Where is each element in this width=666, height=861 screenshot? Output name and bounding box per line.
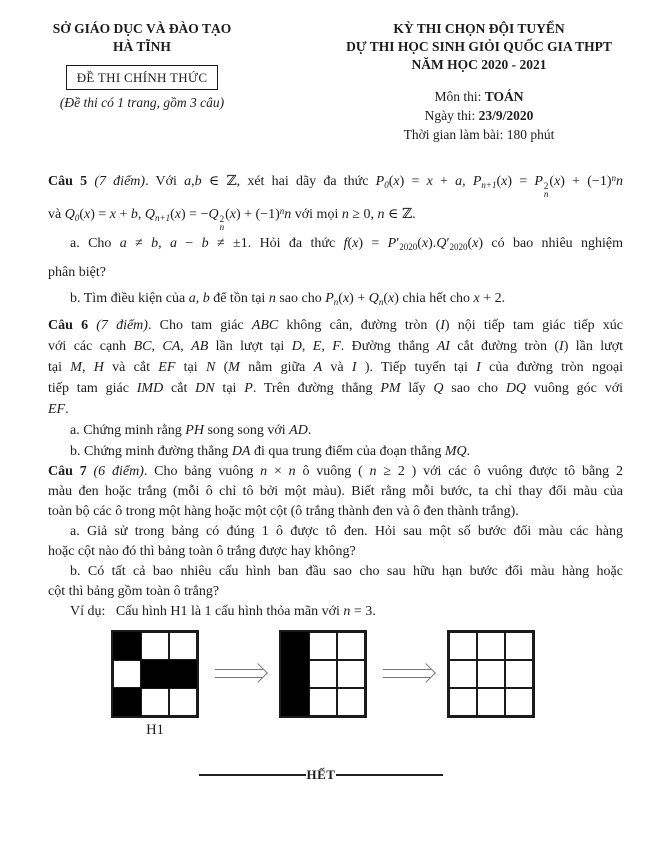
text-segment: PM [380, 381, 401, 396]
text-segment: x [472, 236, 479, 251]
text-segment: = 3. [350, 604, 376, 619]
text-line [48, 399, 623, 420]
text-segment: ). [428, 236, 437, 251]
text-segment: x [352, 236, 359, 251]
exam-title-line3: NĂM HỌC 2020 - 2021 [411, 57, 547, 72]
subject-row [316, 87, 642, 106]
text-segment: . Trên đường thẳng [252, 381, 381, 396]
text-line [48, 602, 623, 622]
math-subscript: n [378, 297, 384, 307]
text-segment: . Đường thẳng [340, 339, 437, 354]
white-cell [169, 688, 197, 716]
text-segment: cắt [163, 381, 196, 396]
text-segment: EF [158, 360, 176, 375]
arrow-head [248, 663, 268, 683]
exam-body-text [0, 165, 666, 622]
text-segment: b [201, 236, 209, 251]
text-segment: ) = [358, 236, 388, 251]
text-line [48, 420, 623, 441]
text-segment: ) + (−1) [235, 207, 280, 222]
example-grid-wrap-2 [279, 630, 367, 718]
text-segment: , [301, 339, 313, 354]
white-cell [477, 660, 505, 688]
white-cell [337, 660, 365, 688]
white-cell [505, 688, 533, 716]
math-superscript: n [611, 173, 616, 183]
text-segment: + 2. [479, 291, 506, 306]
text-line [48, 260, 623, 286]
text-segment: ( [347, 236, 353, 251]
document-header [0, 20, 666, 148]
text-segment: Q [368, 291, 379, 306]
text-segment: sao cho [443, 381, 506, 396]
text-segment: P [387, 236, 397, 251]
text-segment: F [332, 339, 341, 354]
text-segment: ( [79, 207, 85, 222]
text-line [48, 582, 623, 602]
text-segment: x [426, 174, 433, 189]
text-segment: Q [64, 207, 75, 222]
black-cell [141, 660, 169, 688]
text-segment: để tồn tại [209, 291, 269, 306]
text-segment: x [84, 207, 91, 222]
text-segment: n [268, 291, 276, 306]
text-segment: a [188, 291, 196, 306]
black-cell [281, 660, 309, 688]
text-segment: toàn bộ các ô trong một hàng hoặc một cột (ô trắng thành đen và ô đen thành trắng). [48, 504, 519, 519]
text-segment: n [343, 604, 351, 619]
text-segment: (6 điểm) [93, 464, 144, 479]
text-segment: P [244, 381, 253, 396]
text-segment: H [93, 360, 104, 375]
text-segment: ) = [507, 174, 535, 189]
text-segment: lấy [400, 381, 434, 396]
text-segment: và [48, 207, 65, 222]
header-right-block [316, 20, 642, 148]
text-line [48, 336, 623, 357]
text-segment: x [174, 207, 182, 222]
white-cell [477, 688, 505, 716]
text-segment: ) + (−1) [560, 174, 612, 189]
text-segment: ( [225, 207, 230, 222]
math-subscript: 2020 [449, 242, 468, 252]
arrow-head [416, 663, 436, 683]
text-segment: MQ [444, 444, 467, 459]
text-segment: , [81, 360, 94, 375]
text-line [48, 378, 623, 399]
text-segment: (7 điểm) [96, 318, 148, 333]
text-segment: ( [496, 174, 502, 189]
text-segment: Câu 7 [48, 464, 94, 479]
text-segment: ) chia hết cho [394, 291, 474, 306]
text-segment: . Với [145, 174, 185, 189]
text-segment: P [325, 291, 334, 306]
problem-block-cau-6 [48, 315, 623, 462]
text-segment: a. Chứng minh rằng [70, 423, 186, 438]
white-cell [169, 632, 197, 660]
text-segment: x [501, 174, 508, 189]
text-segment: lần lượt tại [208, 339, 292, 354]
text-segment: n [284, 207, 292, 222]
text-segment: ABC [251, 318, 279, 333]
text-segment: a [170, 236, 178, 251]
text-segment: ( [383, 291, 389, 306]
text-segment: AB [191, 339, 209, 354]
text-segment: IMD [136, 381, 164, 396]
black-cell [113, 632, 141, 660]
text-segment: ( [388, 174, 394, 189]
black-cell [281, 688, 309, 716]
divider-line-left [199, 774, 306, 776]
text-segment: + [116, 207, 131, 222]
white-cell [337, 632, 365, 660]
subject-value: TOÁN [484, 89, 524, 104]
white-cell [449, 632, 477, 660]
text-segment: BC [133, 339, 152, 354]
white-cell [309, 632, 337, 660]
math-superscript: n [279, 206, 285, 216]
white-cell [505, 660, 533, 688]
text-segment: x [109, 207, 117, 222]
text-segment: nằm giữa [239, 360, 314, 375]
text-segment: , [158, 236, 171, 251]
example-grid-3 [447, 630, 535, 718]
text-segment: ′ [446, 236, 450, 251]
text-segment: A [313, 360, 323, 375]
white-cell [113, 660, 141, 688]
text-segment: . Cho bảng vuông [143, 464, 261, 479]
text-segment: ( [170, 207, 175, 222]
text-segment: ≥ 2 ) với các ô vuông được tô bằng 2 [376, 464, 623, 479]
date-row [316, 106, 642, 125]
math-subscript: n [333, 297, 339, 307]
text-segment: ∈ ℤ. [384, 207, 416, 222]
example-grids-row [0, 630, 666, 739]
text-segment: x [393, 174, 400, 189]
text-segment: vuông góc với [526, 381, 624, 396]
text-segment: ) nội tiếp tam giác tiếp xúc [444, 318, 624, 333]
text-segment: I [440, 318, 445, 333]
text-segment: đi qua trung điểm của đoạn thẳng [250, 444, 445, 459]
math-subscript: 2020 [399, 242, 418, 252]
text-segment: a [455, 174, 463, 189]
text-segment: Ví dụ: Cấu hình H1 là 1 cấu hình thỏa mãn với [70, 604, 344, 619]
text-line [48, 165, 623, 198]
date-value: 23/9/2020 [478, 108, 534, 123]
white-cell [449, 688, 477, 716]
text-segment: sao cho [275, 291, 326, 306]
text-line [48, 462, 623, 482]
white-cell [337, 688, 365, 716]
official-exam-box: ĐỀ THI CHÍNH THỨC [66, 65, 219, 90]
text-segment: . Cho tam giác [147, 318, 252, 333]
text-line [48, 441, 623, 462]
subject-label: Môn thi: [434, 89, 485, 104]
text-segment: b [151, 236, 159, 251]
text-segment: b [130, 207, 138, 222]
text-segment: x [473, 291, 480, 306]
double-arrow-right-icon [215, 666, 265, 680]
text-segment: ′ [396, 236, 400, 251]
text-segment: tại [214, 381, 245, 396]
text-segment: không cân, đường tròn ( [278, 318, 441, 333]
text-segment: Q [433, 381, 444, 396]
text-segment: . [65, 402, 69, 417]
text-segment: PH [185, 423, 204, 438]
black-cell [169, 660, 197, 688]
text-segment: x [388, 291, 395, 306]
white-cell [309, 688, 337, 716]
text-segment: song song với [203, 423, 290, 438]
text-segment: . [307, 423, 312, 438]
text-segment: I [476, 360, 481, 375]
issuing-department: SỞ GIÁO DỤC VÀ ĐÀO TẠO [52, 21, 232, 36]
example-grid-wrap-3 [447, 630, 535, 718]
text-line [48, 357, 623, 378]
text-segment: M [70, 360, 82, 375]
white-cell [309, 660, 337, 688]
text-segment: với mọi [291, 207, 342, 222]
text-segment: E [312, 339, 322, 354]
black-cell [113, 688, 141, 716]
exam-title-line2: DỰ THI HỌC SINH GIỎI QUỐC GIA THPT [346, 39, 612, 54]
divider-line-right [336, 774, 443, 776]
text-segment: , [195, 291, 203, 306]
text-segment: ( [467, 236, 473, 251]
text-segment: a [184, 174, 192, 189]
text-segment: ) = − [181, 207, 209, 222]
white-cell [477, 632, 505, 660]
text-segment: cắt đường tròn ( [449, 339, 560, 354]
text-segment: , [180, 339, 192, 354]
text-segment: Câu 5 [48, 174, 95, 189]
text-segment: Q [144, 207, 156, 222]
text-segment: b. Có tất cả bao nhiêu cấu hình ban đầu sao cho sau hữu hạn bước đổi màu hàng hoặc [70, 564, 623, 579]
text-segment: n [369, 464, 377, 479]
text-segment: ( [215, 360, 229, 375]
text-segment: ô vuông ( [295, 464, 370, 479]
text-segment: DN [195, 381, 215, 396]
example-grid-1 [111, 630, 199, 718]
text-segment: P [472, 174, 482, 189]
text-segment: ) = [90, 207, 110, 222]
text-line [48, 315, 623, 336]
problem-block-cau-7 [48, 462, 623, 622]
white-cell [449, 660, 477, 688]
math-sup-sub: 2 n [219, 214, 225, 232]
text-segment: DA [231, 444, 251, 459]
text-segment: P [375, 174, 385, 189]
text-segment: f [343, 236, 348, 251]
text-segment: tại [175, 360, 206, 375]
text-segment: ≠ ±1. Hỏi đa thức [208, 236, 344, 251]
math-subscript: n+1 [155, 213, 171, 223]
text-segment: (7 điểm) [94, 174, 146, 189]
duration-row: Thời gian làm bài: 180 phút [403, 127, 555, 142]
text-segment: N [205, 360, 216, 375]
text-segment: , [137, 207, 145, 222]
text-segment: EF [48, 402, 66, 417]
text-segment: DQ [505, 381, 527, 396]
text-segment: và [322, 360, 352, 375]
text-segment: b [194, 174, 202, 189]
example-grid-wrap-1 [111, 630, 199, 739]
text-segment: . [466, 444, 471, 459]
text-segment: b. Tìm điều kiện của [70, 291, 189, 306]
text-segment: ). Tiếp tuyến tại [356, 360, 477, 375]
math-sup-sub: 2 n [543, 181, 549, 199]
text-segment: n [377, 207, 385, 222]
text-line [48, 502, 623, 522]
math-subscript: 0 [74, 213, 80, 223]
white-cell [505, 632, 533, 660]
text-segment: hoặc cột nào đó thì bảng toàn ô trắng được hay không? [48, 544, 356, 559]
date-label: Ngày thi: [424, 108, 479, 123]
text-segment: màu đen hoặc trắng (mỗi ô chỉ tô bởi một màu). Biết rằng mỗi bước, ta chỉ thay đổi màu của [48, 484, 623, 499]
end-divider [0, 767, 654, 783]
text-line [48, 231, 623, 260]
header-left-block [28, 20, 256, 148]
text-segment: − [177, 236, 202, 251]
text-segment: x [554, 174, 561, 189]
example-grid-2 [279, 630, 367, 718]
text-segment: a. Cho [70, 236, 120, 251]
exam-page-note: (Đề thi có 1 trang, gồm 3 câu) [59, 95, 225, 110]
exam-title-line1: KỲ THI CHỌN ĐỘI TUYỂN [393, 21, 565, 36]
white-cell [141, 688, 169, 716]
text-segment: ) lần lượt [563, 339, 624, 354]
text-segment: và cắt [103, 360, 159, 375]
text-segment: , [462, 174, 473, 189]
text-segment: n [341, 207, 349, 222]
text-segment: + [432, 174, 456, 189]
text-segment: x [229, 207, 236, 222]
text-line [48, 562, 623, 582]
text-segment: n [615, 174, 623, 189]
text-line [48, 522, 623, 542]
text-segment: b. Chứng minh đường thẳng [70, 444, 232, 459]
text-segment: n [260, 464, 268, 479]
text-segment: x [342, 291, 350, 306]
math-subscript: n+1 [481, 180, 497, 190]
text-segment: ( [417, 236, 422, 251]
text-segment: ( [338, 291, 343, 306]
issuing-province: HÀ TĨNH [113, 39, 171, 54]
text-segment: n [288, 464, 296, 479]
math-subscript: 0 [384, 180, 389, 190]
grid-label: H1 [146, 722, 164, 738]
text-segment: ) = [399, 174, 427, 189]
text-segment: M [228, 360, 240, 375]
problem-block-cau-5 [48, 165, 623, 315]
text-segment: Câu 6 [48, 318, 97, 333]
text-segment: a. Giả sử trong bảng có đúng 1 ô được tô đen. Hỏi sau một số bước đổi màu các hàng [70, 524, 623, 539]
text-segment: D [291, 339, 302, 354]
text-line [48, 542, 623, 562]
end-text: HẾT [306, 767, 336, 782]
text-segment: , [321, 339, 333, 354]
black-cell [281, 632, 309, 660]
text-segment: ∈ ℤ, xét hai dãy đa thức [201, 174, 376, 189]
double-arrow-right-icon [383, 666, 433, 680]
text-segment: tiếp tam giác [48, 381, 137, 396]
text-segment: tại [48, 360, 71, 375]
text-segment: ( [549, 174, 555, 189]
text-segment: x [421, 236, 429, 251]
white-cell [141, 632, 169, 660]
text-segment: CA [162, 339, 181, 354]
text-segment: phân biệt? [48, 265, 106, 280]
text-segment: , [151, 339, 163, 354]
text-segment: AI [436, 339, 450, 354]
text-segment: của đường tròn ngoại [480, 360, 624, 375]
text-segment: × [267, 464, 289, 479]
text-segment: ) có bao nhiêu nghiệm [478, 236, 624, 251]
text-segment: b [202, 291, 210, 306]
text-segment: Q [436, 236, 447, 251]
text-segment: ≠ [126, 236, 152, 251]
text-line [48, 198, 623, 231]
text-segment: a [119, 236, 127, 251]
text-segment: ) + [349, 291, 369, 306]
text-segment: AD [289, 423, 308, 438]
text-line [48, 482, 623, 502]
text-segment: ≥ 0, [348, 207, 378, 222]
text-segment: với các cạnh [48, 339, 134, 354]
text-segment: I [351, 360, 357, 375]
text-segment: Q [208, 207, 219, 222]
text-segment: cột thì bảng gồm toàn ô trắng? [48, 584, 220, 599]
text-line [48, 286, 623, 315]
text-segment: , [191, 174, 195, 189]
text-segment: I [559, 339, 564, 354]
text-segment: P [534, 174, 543, 189]
